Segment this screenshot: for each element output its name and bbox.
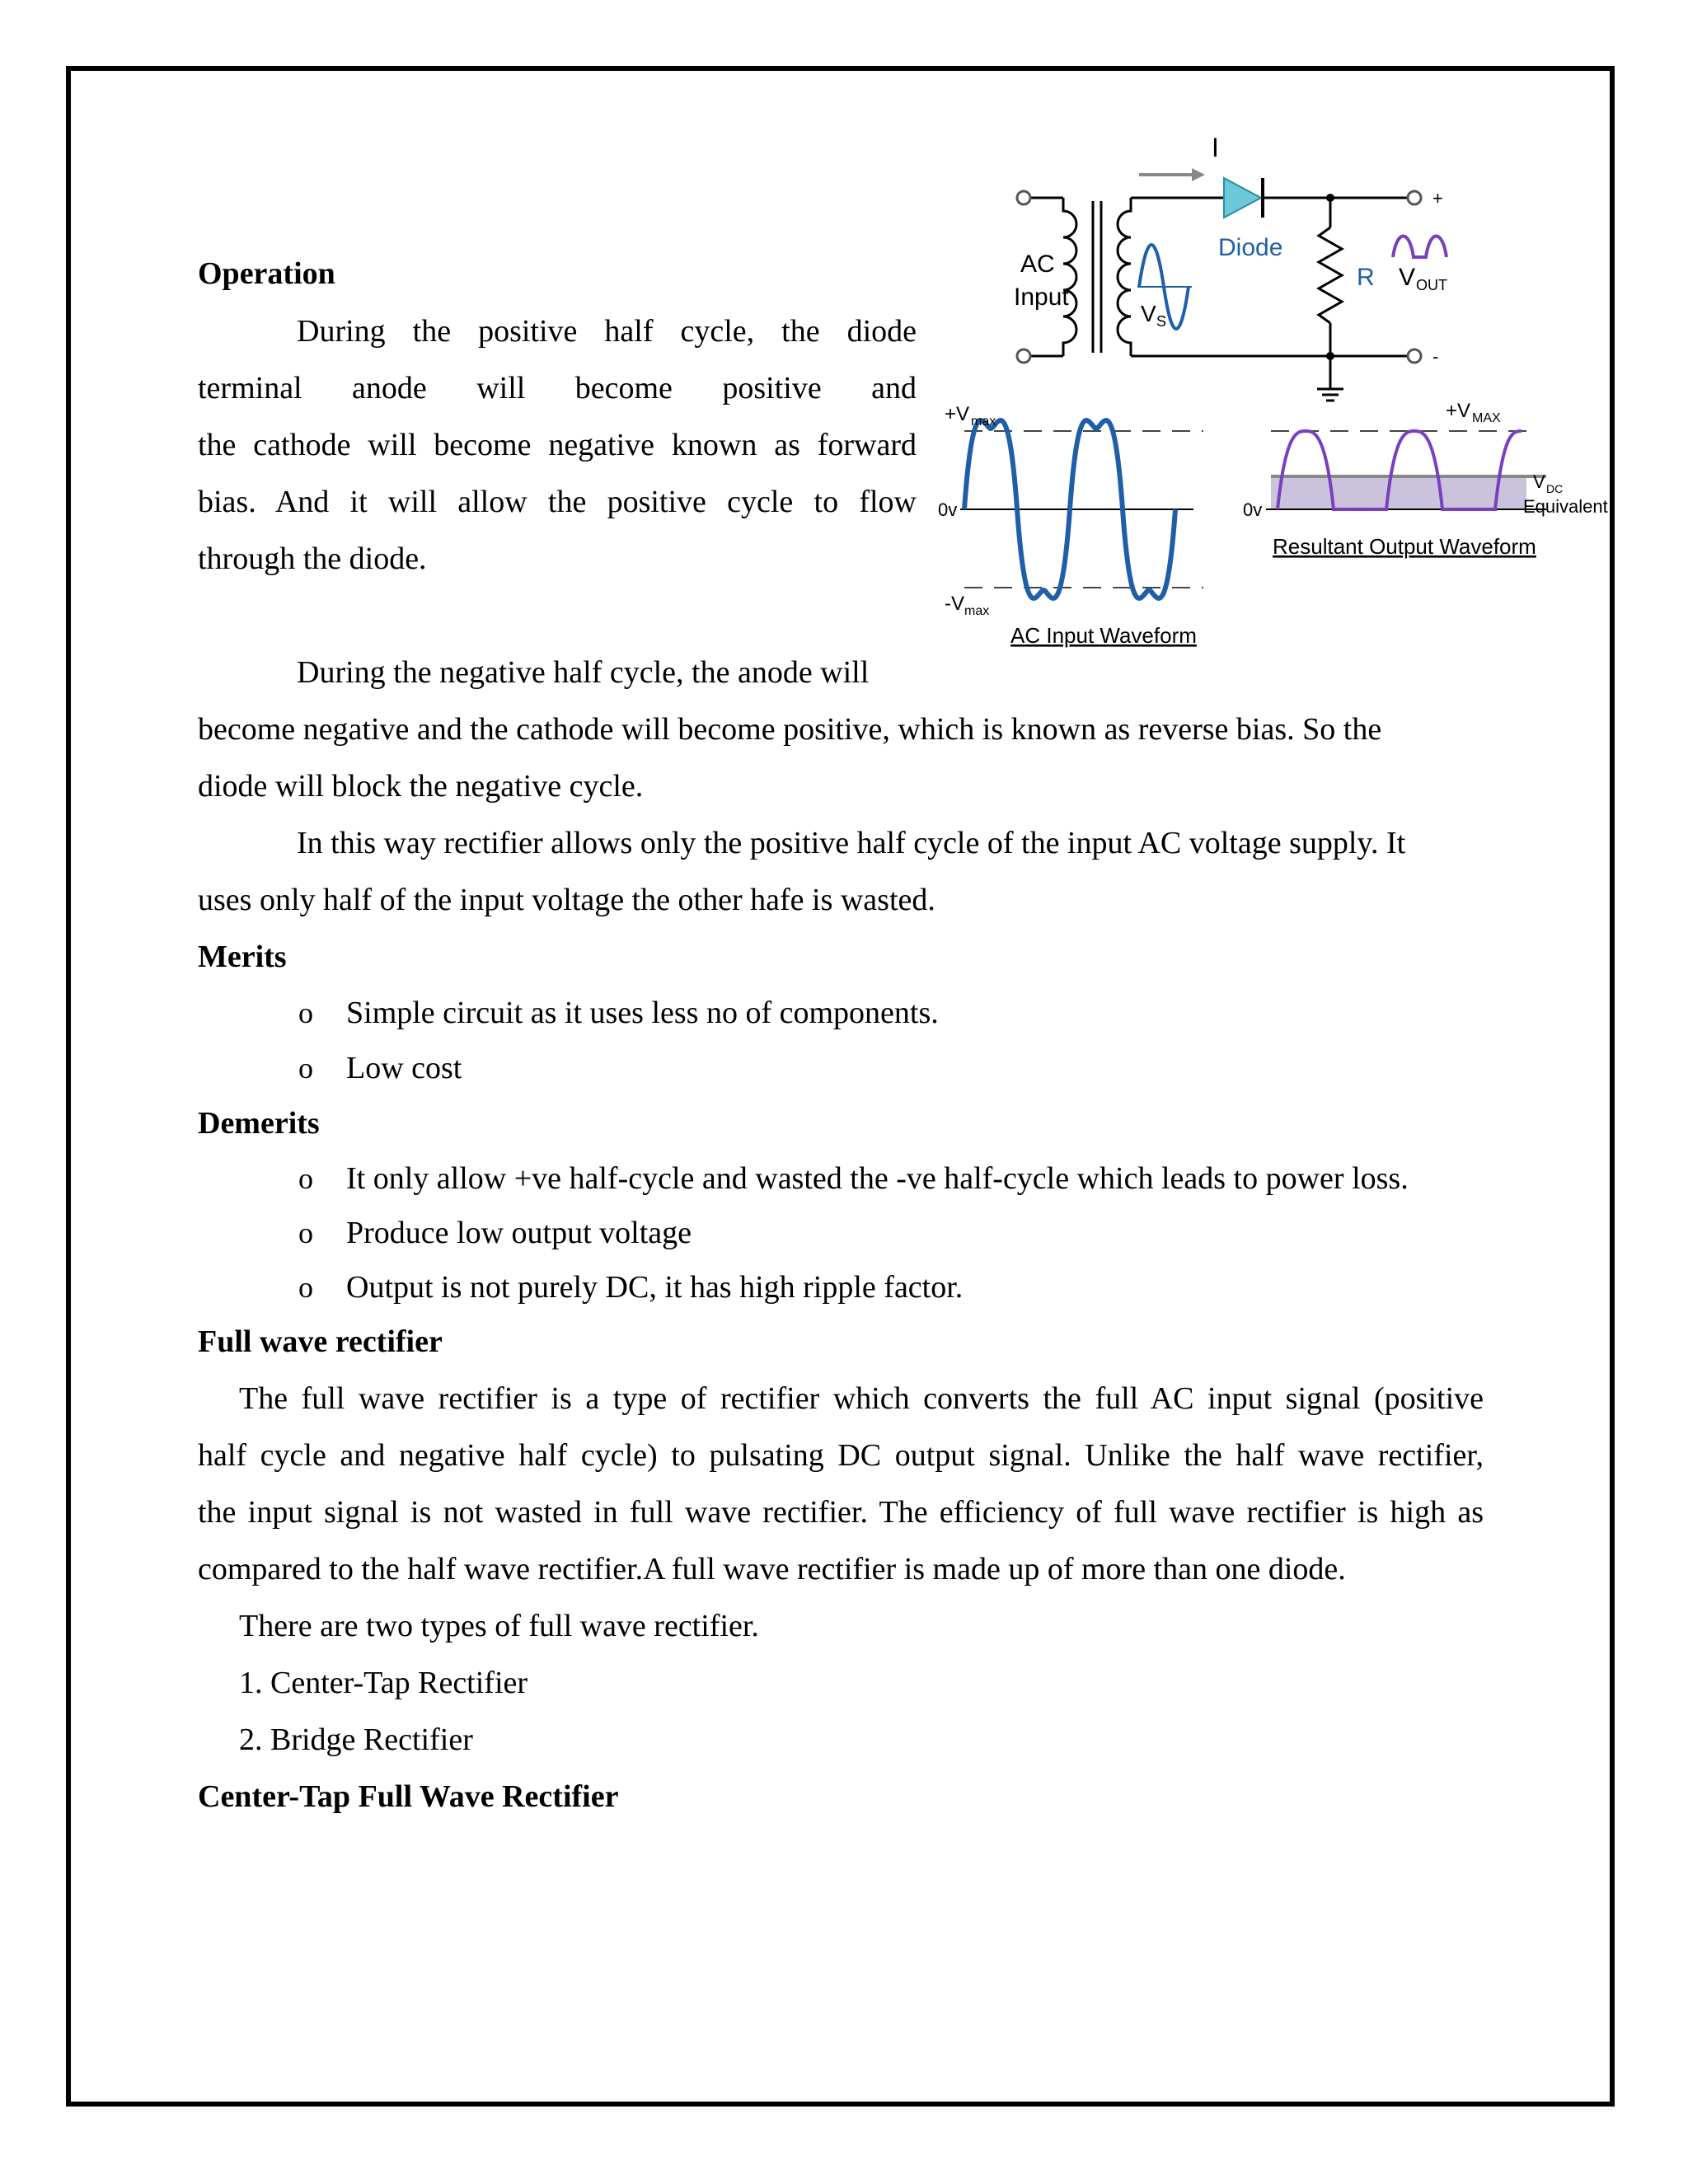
output-terminal-negative: [1408, 349, 1421, 363]
operation-p1-line-2: terminal anode will become positive and: [198, 371, 917, 405]
full-wave-line-4: compared to the half wave rectifier.A full wave rectifier is made up of more than one diode.: [198, 1552, 1346, 1586]
operation-p2-line-2: become negative and the cathode will become positive, which is known as reverse bias. So the: [198, 712, 1382, 747]
resultant-output-caption: Resultant Output Waveform: [1273, 534, 1536, 559]
demerits-item-3: Output is not purely DC, it has high ripple factor.: [346, 1270, 964, 1305]
input-vmax-label: +V: [945, 403, 970, 425]
vdc-shading: [1271, 476, 1526, 509]
node-top: [1326, 194, 1334, 202]
equivalent-label: Equivalent: [1523, 496, 1608, 517]
output-vmax-label: +V: [1446, 400, 1471, 422]
half-wave-rectifier-diagram: [931, 132, 1608, 659]
full-wave-type-1: 1. Center-Tap Rectifier: [239, 1666, 528, 1700]
operation-p2-line-3: diode will block the negative cycle.: [198, 769, 644, 804]
merits-heading: Merits: [198, 940, 287, 974]
operation-p3-line-2: uses only half of the input voltage the other hafe is wasted.: [198, 883, 935, 917]
bullet-icon: o: [298, 1271, 313, 1304]
input-terminal-bottom: [1017, 349, 1030, 363]
input-zero-label: 0v: [938, 499, 958, 520]
input-terminal-top: [1017, 191, 1030, 204]
operation-p1-line-3: the cathode will become negative known as forward: [198, 428, 917, 462]
operation-p1-line-5: through the diode.: [198, 541, 427, 576]
merits-item-1: Simple circuit as it uses less no of components.: [346, 996, 939, 1030]
input-neg-vmax-label: -V: [945, 593, 964, 615]
vs-label: V: [1141, 301, 1156, 326]
output-pulse-icon: [1393, 237, 1447, 258]
current-label: I: [1212, 133, 1219, 162]
full-wave-line-2: half cycle and negative half cycle) to pulsating DC output signal. Unlike the half wave rectifier,: [198, 1438, 1484, 1473]
ac-input-caption: AC Input Waveform: [1010, 623, 1197, 648]
vs-sub-label: S: [1156, 313, 1167, 330]
bullet-icon: o: [298, 1216, 313, 1249]
bullet-icon: o: [298, 1052, 313, 1085]
transformer-primary-coil: [1063, 198, 1076, 356]
full-wave-line-3: the input signal is not wasted in full wave rectifier. The efficiency of full wave rectifier is high as: [198, 1495, 1484, 1530]
center-tap-heading: Center-Tap Full Wave Rectifier: [198, 1779, 619, 1814]
input-neg-vmax-sub-label: max: [964, 604, 990, 618]
operation-heading: Operation: [198, 256, 335, 291]
output-zero-label: 0v: [1243, 499, 1263, 520]
bullet-icon: o: [298, 1162, 313, 1195]
vdc-label: V: [1533, 471, 1545, 492]
transformer-secondary-coil: [1118, 198, 1131, 356]
output-vmax-sub-label: MAX: [1472, 411, 1501, 425]
output-minus-label: -: [1432, 346, 1439, 367]
diode-label: Diode: [1218, 234, 1283, 261]
diode-symbol-icon: [1224, 178, 1261, 218]
bullet-icon: o: [298, 996, 313, 1029]
output-terminal-positive: [1408, 191, 1421, 204]
full-wave-type-2: 2. Bridge Rectifier: [239, 1722, 473, 1757]
merits-item-2: Low cost: [346, 1051, 462, 1085]
resistor-label: R: [1357, 264, 1375, 291]
vout-label: V: [1399, 264, 1416, 291]
ac-label: AC: [1020, 251, 1055, 278]
operation-p2-first-line: During the negative half cycle, the anode will: [297, 655, 870, 690]
resistor-icon: [1319, 227, 1342, 323]
demerits-item-1: It only allow +ve half-cycle and wasted the -ve half-cycle which leads to power loss.: [346, 1161, 1409, 1196]
full-wave-heading: Full wave rectifier: [198, 1324, 443, 1359]
demerits-heading: Demerits: [198, 1106, 320, 1141]
operation-p1-line-1: During the positive half cycle, the diode: [297, 314, 917, 349]
full-wave-line-1: The full wave rectifier is a type of rectifier which converts the full AC input signal (positive: [239, 1381, 1484, 1416]
current-arrow-icon: [1192, 168, 1205, 181]
input-vmax-sub-label: max: [971, 415, 996, 429]
vdc-sub-label: DC: [1546, 482, 1564, 495]
full-wave-types-intro: There are two types of full wave rectifier.: [239, 1609, 759, 1643]
vout-sub-label: OUT: [1416, 277, 1447, 293]
demerits-item-2: Produce low output voltage: [346, 1216, 692, 1250]
operation-p1-line-4: bias. And it will allow the positive cycle to flow: [198, 485, 917, 519]
operation-p3-first-line: In this way rectifier allows only the positive half cycle of the input AC voltage supply. It: [297, 826, 1406, 860]
input-label: Input: [1014, 284, 1069, 311]
output-plus-label: +: [1432, 188, 1443, 209]
